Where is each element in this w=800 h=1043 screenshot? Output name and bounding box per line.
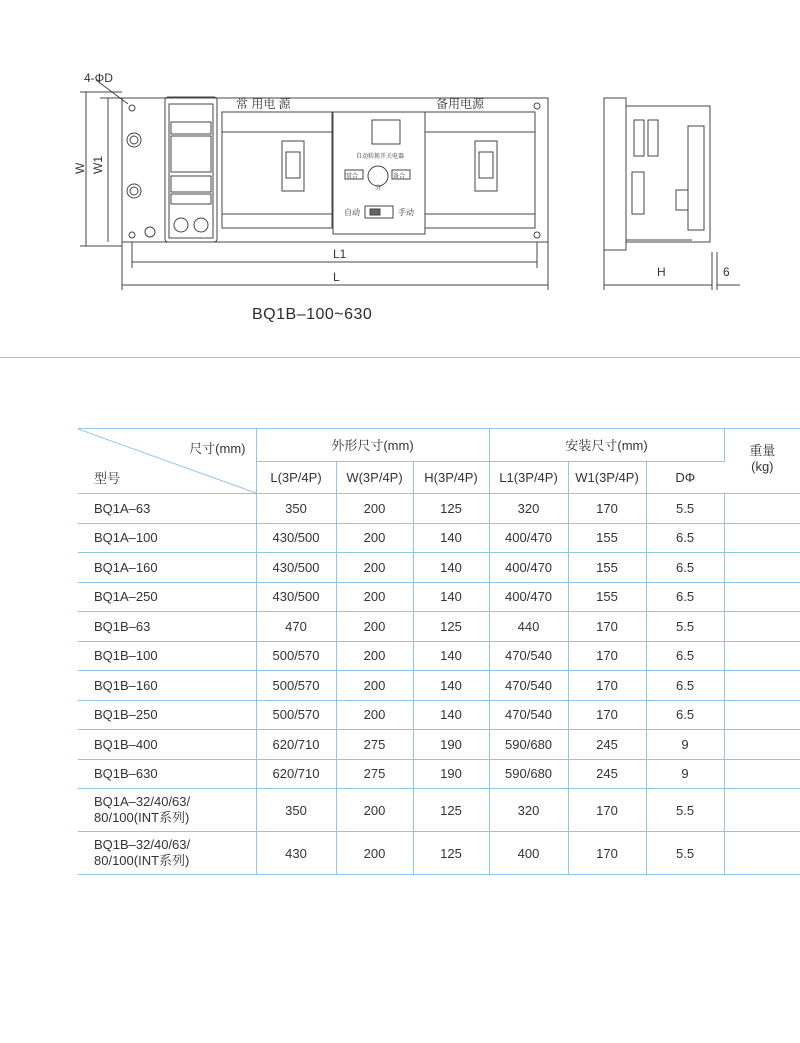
- value-cell: 470/540: [489, 641, 568, 671]
- model-cell: BQ1B–160: [78, 671, 256, 701]
- table-row: [78, 671, 800, 701]
- l1-label: L1: [333, 247, 347, 261]
- value-cell: 140: [413, 671, 489, 701]
- value-cell: 190: [413, 730, 489, 760]
- value-cell: [724, 494, 800, 524]
- value-cell: [724, 759, 800, 789]
- value-cell: 125: [413, 612, 489, 642]
- value-cell: 430: [256, 832, 336, 875]
- value-cell: 470/540: [489, 700, 568, 730]
- terminal: [127, 184, 141, 198]
- column-header: L(3P/4P): [256, 461, 336, 494]
- weight-header: 重量 (kg): [724, 429, 800, 494]
- model-cell: BQ1A–250: [78, 582, 256, 612]
- value-cell: 6.5: [646, 582, 724, 612]
- value-cell: 200: [336, 494, 413, 524]
- column-header: W(3P/4P): [336, 461, 413, 494]
- value-cell: [724, 671, 800, 701]
- column-header: W1(3P/4P): [568, 461, 646, 494]
- value-cell: 5.5: [646, 789, 724, 832]
- value-cell: 320: [489, 789, 568, 832]
- mount-hole: [129, 232, 135, 238]
- value-cell: 155: [568, 523, 646, 553]
- value-cell: [724, 641, 800, 671]
- value-cell: 400: [489, 832, 568, 875]
- switch-normal: [222, 112, 332, 228]
- value-cell: 430/500: [256, 553, 336, 583]
- model-cell: BQ1B–100: [78, 641, 256, 671]
- btn-left-label: 常合: [346, 174, 359, 180]
- h-label: H: [657, 265, 666, 279]
- value-cell: 400/470: [489, 582, 568, 612]
- table-row: [78, 582, 800, 612]
- value-cell: 170: [568, 671, 646, 701]
- value-cell: 440: [489, 612, 568, 642]
- value-cell: 245: [568, 730, 646, 760]
- backup-power-label: 备用电源: [436, 97, 485, 111]
- value-cell: 200: [336, 700, 413, 730]
- value-cell: 170: [568, 789, 646, 832]
- model-cell: BQ1B–630: [78, 759, 256, 789]
- value-cell: 5.5: [646, 832, 724, 875]
- value-cell: 140: [413, 641, 489, 671]
- value-cell: [724, 832, 800, 875]
- value-cell: 140: [413, 582, 489, 612]
- value-cell: 400/470: [489, 523, 568, 553]
- value-cell: 170: [568, 641, 646, 671]
- value-cell: 350: [256, 494, 336, 524]
- value-cell: 500/570: [256, 641, 336, 671]
- value-cell: 170: [568, 700, 646, 730]
- value-cell: 9: [646, 759, 724, 789]
- six-label: 6: [723, 265, 730, 279]
- w-label: W: [73, 162, 87, 174]
- table-row: [78, 832, 800, 875]
- table-row: [78, 759, 800, 789]
- group-outer-header: 外形尺寸(mm): [256, 429, 489, 462]
- value-cell: 5.5: [646, 612, 724, 642]
- value-cell: 470: [256, 612, 336, 642]
- model-cell: BQ1A–63: [78, 494, 256, 524]
- value-cell: 9: [646, 730, 724, 760]
- table-row: [78, 700, 800, 730]
- mount-hole: [534, 103, 540, 109]
- value-cell: 6.5: [646, 553, 724, 583]
- value-cell: 500/570: [256, 700, 336, 730]
- normal-power-label: 常 用电 源: [236, 97, 291, 111]
- value-cell: 200: [336, 641, 413, 671]
- value-cell: 190: [413, 759, 489, 789]
- value-cell: 5.5: [646, 494, 724, 524]
- model-cell: BQ1B–63: [78, 612, 256, 642]
- value-cell: 500/570: [256, 671, 336, 701]
- model-cell: BQ1B–400: [78, 730, 256, 760]
- column-header: DΦ: [646, 461, 724, 494]
- mount-hole: [534, 232, 540, 238]
- value-cell: [724, 730, 800, 760]
- value-cell: 320: [489, 494, 568, 524]
- value-cell: 170: [568, 494, 646, 524]
- btn-mid-label: 分: [375, 186, 382, 192]
- terminal: [130, 187, 138, 195]
- table-row: [78, 641, 800, 671]
- value-cell: 590/680: [489, 730, 568, 760]
- value-cell: 200: [336, 582, 413, 612]
- mount-hole: [129, 105, 135, 111]
- value-cell: 200: [336, 553, 413, 583]
- value-cell: [724, 789, 800, 832]
- value-cell: 200: [336, 832, 413, 875]
- value-cell: 170: [568, 612, 646, 642]
- value-cell: 125: [413, 832, 489, 875]
- auto-label: 自动: [344, 208, 360, 217]
- value-cell: 125: [413, 789, 489, 832]
- value-cell: 140: [413, 553, 489, 583]
- value-cell: 200: [336, 612, 413, 642]
- controller-title: 自动转换开关电器: [356, 154, 405, 160]
- value-cell: [724, 612, 800, 642]
- model-cell: BQ1A–160: [78, 553, 256, 583]
- switch-backup: [425, 112, 535, 228]
- value-cell: 140: [413, 523, 489, 553]
- corner-header: [78, 429, 256, 494]
- terminal: [145, 227, 155, 237]
- value-cell: 140: [413, 700, 489, 730]
- value-cell: [724, 582, 800, 612]
- value-cell: 620/710: [256, 730, 336, 760]
- corner-dim-label: 尺寸(mm): [189, 441, 246, 456]
- l-label: L: [333, 270, 340, 284]
- value-cell: [724, 523, 800, 553]
- value-cell: 430/500: [256, 523, 336, 553]
- hole-label: 4-ΦD: [84, 71, 113, 85]
- value-cell: [724, 553, 800, 583]
- value-cell: 6.5: [646, 700, 724, 730]
- value-cell: 200: [336, 789, 413, 832]
- section-divider: [0, 357, 800, 358]
- value-cell: 155: [568, 582, 646, 612]
- drawing-caption: BQ1B–100~630: [252, 306, 373, 323]
- terminal: [127, 133, 141, 147]
- table-row: [78, 789, 800, 832]
- value-cell: 590/680: [489, 759, 568, 789]
- terminal: [130, 136, 138, 144]
- value-cell: 200: [336, 671, 413, 701]
- controller-module: [165, 97, 217, 242]
- value-cell: 125: [413, 494, 489, 524]
- value-cell: 6.5: [646, 671, 724, 701]
- table-row: [78, 523, 800, 553]
- value-cell: 275: [336, 759, 413, 789]
- value-cell: 350: [256, 789, 336, 832]
- value-cell: 470/540: [489, 671, 568, 701]
- model-cell: BQ1A–100: [78, 523, 256, 553]
- table-row: [78, 730, 800, 760]
- model-cell: BQ1B–32/40/63/ 80/100(INT系列): [78, 832, 256, 875]
- value-cell: 6.5: [646, 523, 724, 553]
- table-row: [78, 553, 800, 583]
- spec-table: [78, 428, 800, 875]
- manual-label: 手动: [398, 208, 414, 217]
- w1-label: W1: [91, 156, 105, 174]
- value-cell: 6.5: [646, 641, 724, 671]
- value-cell: 275: [336, 730, 413, 760]
- value-cell: 200: [336, 523, 413, 553]
- value-cell: 430/500: [256, 582, 336, 612]
- model-cell: BQ1A–32/40/63/ 80/100(INT系列): [78, 789, 256, 832]
- model-cell: BQ1B–250: [78, 700, 256, 730]
- value-cell: [724, 700, 800, 730]
- table-row: [78, 612, 800, 642]
- column-header: L1(3P/4P): [489, 461, 568, 494]
- value-cell: 400/470: [489, 553, 568, 583]
- btn-right-label: 备合: [393, 174, 406, 180]
- group-mount-header: 安装尺寸(mm): [489, 429, 724, 462]
- value-cell: 620/710: [256, 759, 336, 789]
- corner-model-label: 型号: [94, 471, 121, 486]
- value-cell: 170: [568, 832, 646, 875]
- value-cell: 245: [568, 759, 646, 789]
- value-cell: 155: [568, 553, 646, 583]
- column-header: H(3P/4P): [413, 461, 489, 494]
- side-view: [604, 98, 626, 250]
- table-row: [78, 494, 800, 524]
